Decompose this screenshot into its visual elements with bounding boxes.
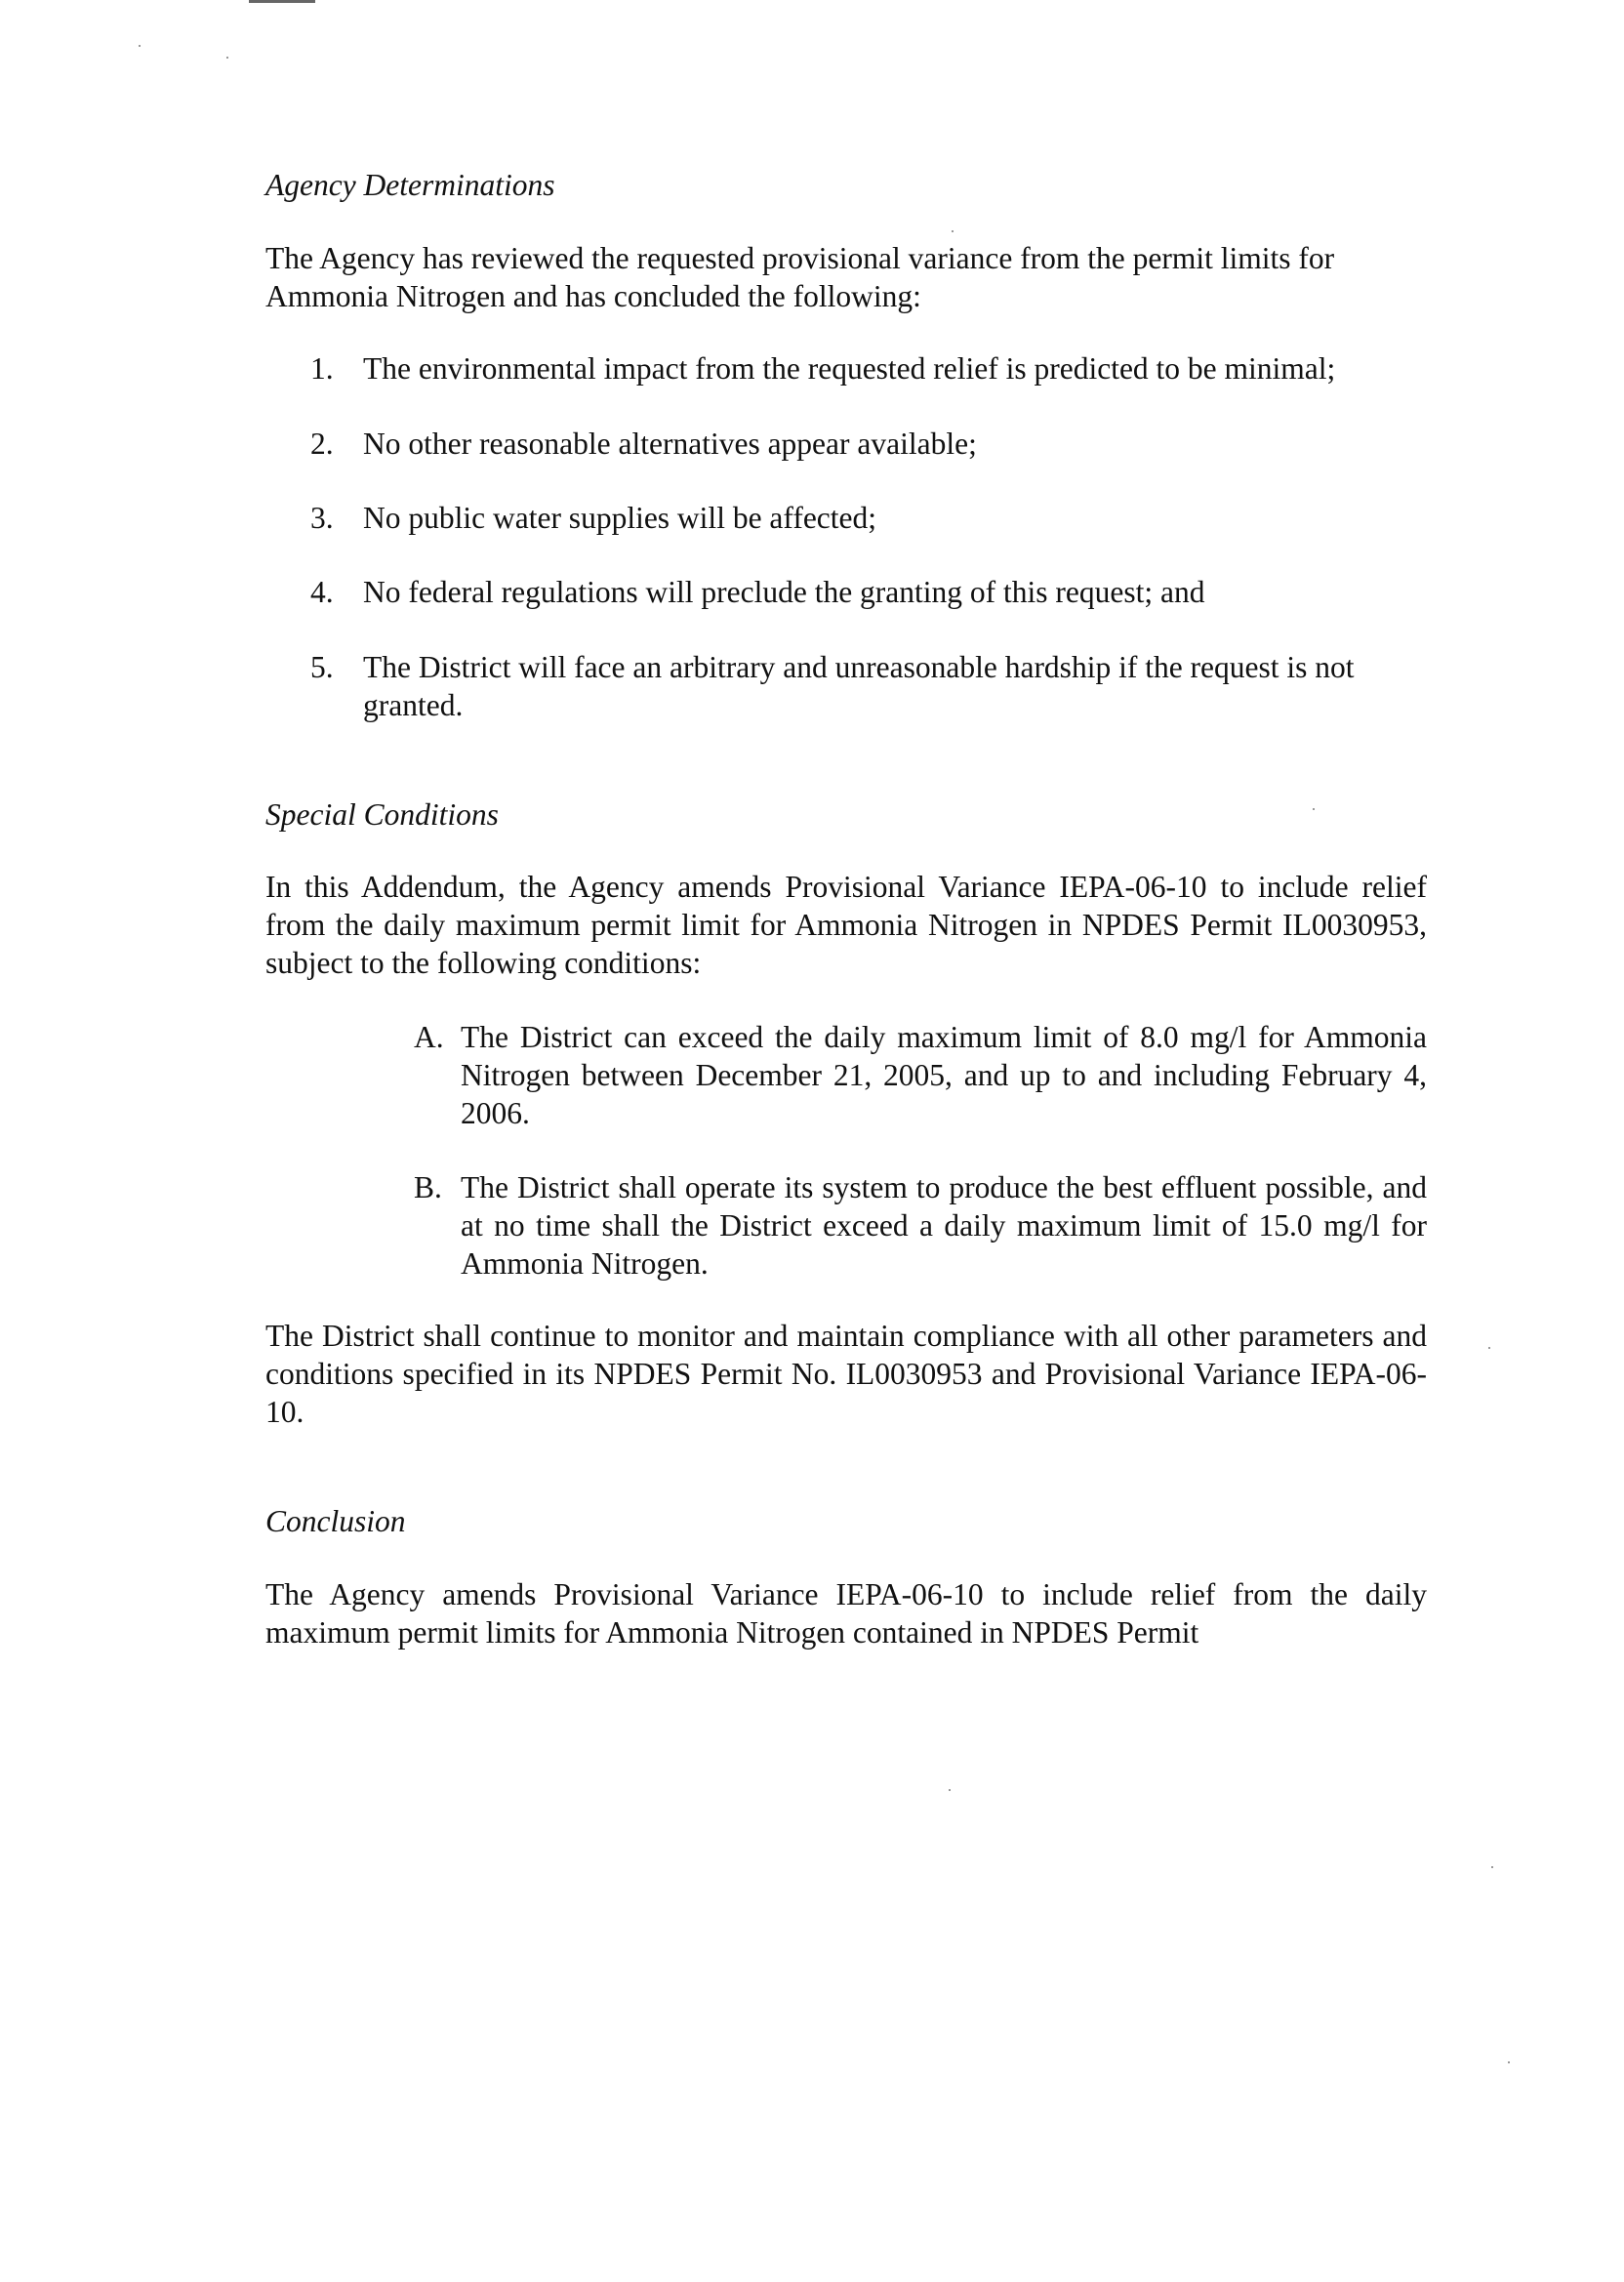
list-item-text: No other reasonable alternatives appear available; [363, 427, 977, 461]
special-conditions-closing: The District shall continue to monitor and maintain compliance with all other parameters and conditions specified in its NPDES Permit No. IL0030953 and Provisional Variance IEPA-06-10. [265, 1319, 1427, 1429]
conclusion-text: The Agency amends Provisional Variance IEPA-06-10 to include relief from the daily maximum permit limits for Ammonia Nitrogen contained in NPDES Permit [265, 1577, 1427, 1650]
determination-item [310, 648, 1433, 724]
scan-speck [1488, 1347, 1490, 1349]
list-item-text: No federal regulations will preclude the granting of this request; and [363, 575, 1205, 609]
list-marker: 2. [310, 427, 334, 461]
determination-item [310, 425, 1433, 463]
condition-text: The District shall operate its system to produce the best effluent possible, and at no time shall the District exceed a daily maximum limit of 15.0 mg/l for Ammonia Nitrogen. [461, 1170, 1427, 1281]
condition-text: The District can exceed the daily maximum limit of 8.0 mg/l for Ammonia Nitrogen between December 21, 2005, and up to and including February 4, 2006. [461, 1020, 1427, 1130]
agency-determinations-intro: The Agency has reviewed the requested provisional variance from the permit limits for Ammonia Nitrogen and has concluded the following: [265, 241, 1335, 313]
list-item-text: The environmental impact from the requested relief is predicted to be minimal; [363, 351, 1336, 386]
list-marker: 3. [310, 501, 334, 535]
scan-speck [226, 57, 228, 59]
determination-item [310, 573, 1433, 611]
condition-marker: A. [414, 1020, 444, 1054]
scan-speck [1313, 808, 1315, 810]
condition-marker: B. [414, 1170, 442, 1204]
section-heading-special-conditions: Special Conditions [265, 797, 499, 832]
scan-speck [1491, 1866, 1493, 1868]
list-marker: 1. [310, 351, 334, 386]
scan-speck [1508, 2061, 1510, 2063]
section-heading-conclusion: Conclusion [265, 1504, 406, 1538]
scan-speck [139, 45, 141, 47]
condition-item [414, 1168, 1427, 1283]
list-marker: 5. [310, 650, 334, 684]
scan-artifact-mark [249, 0, 315, 3]
list-marker: 4. [310, 575, 334, 609]
scan-speck [949, 1789, 951, 1791]
determination-item [310, 499, 1433, 537]
scan-speck [952, 230, 954, 232]
list-item-text: The District will face an arbitrary and unreasonable hardship if the request is not granted. [363, 650, 1355, 722]
condition-item [414, 1018, 1427, 1132]
special-conditions-intro: In this Addendum, the Agency amends Provisional Variance IEPA-06-10 to include relief from the daily maximum permit limit for Ammonia Nitrogen in NPDES Permit IL0030953, subject to the following conditions: [265, 870, 1427, 980]
list-item-text: No public water supplies will be affected; [363, 501, 877, 535]
section-heading-agency-determinations: Agency Determinations [265, 168, 555, 202]
determination-item [310, 349, 1433, 387]
